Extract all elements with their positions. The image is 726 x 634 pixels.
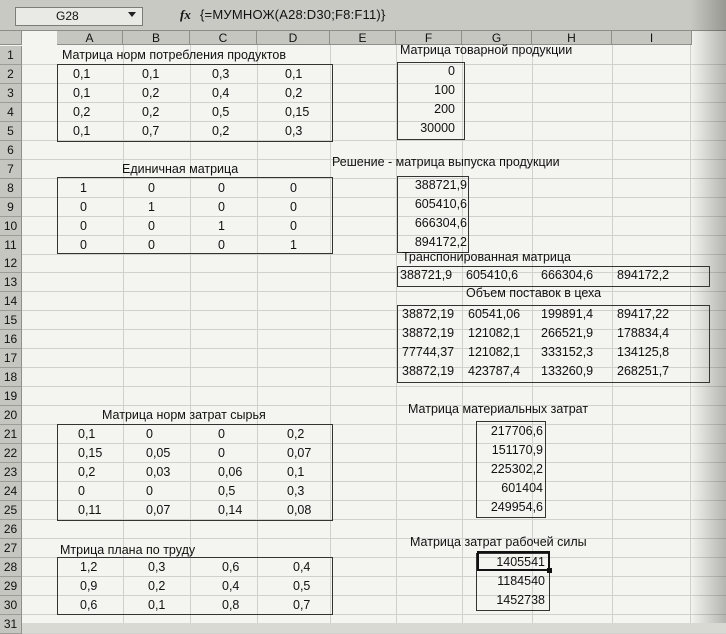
matrix-cell[interactable]: 0,3: [148, 559, 166, 574]
vector-cell[interactable]: 605410,6: [414, 196, 467, 211]
column-header-a[interactable]: A: [57, 31, 123, 45]
labor-plan-title: Мтрица плана по труду: [60, 542, 196, 557]
vector-cell[interactable]: 601404: [501, 480, 543, 495]
matrix-cell[interactable]: 0,2: [142, 104, 160, 119]
matrix-cell[interactable]: 199891,4: [541, 307, 594, 322]
fill-handle[interactable]: [547, 568, 552, 573]
matrix-cell[interactable]: 0: [80, 199, 87, 214]
row-header-7[interactable]: 7: [0, 160, 22, 179]
matrix-cell[interactable]: 0,07: [287, 445, 312, 460]
row-header-9[interactable]: 9: [0, 198, 22, 217]
function-icon[interactable]: fx: [180, 7, 191, 22]
formula-bar: [0, 0, 726, 31]
matrix-cell[interactable]: 0,07: [146, 502, 171, 517]
matrix-cell[interactable]: 0: [290, 180, 297, 195]
row-header-14[interactable]: 14: [0, 292, 22, 311]
matrix-cell[interactable]: 0: [146, 427, 153, 441]
norms-matrix-title: Матрица норм потребления продуктов: [62, 48, 286, 62]
page-shadow: [690, 0, 726, 623]
gridline: [22, 386, 726, 387]
matrix-cell[interactable]: 0: [148, 237, 155, 252]
transposed-cell[interactable]: 388721,9: [400, 268, 453, 283]
row-header-25[interactable]: 25: [0, 501, 22, 520]
matrix-cell[interactable]: 0: [80, 218, 87, 233]
material-title: Матрица материальных затрат: [408, 402, 589, 417]
row-header-26[interactable]: 26: [0, 520, 22, 539]
matrix-cell[interactable]: 178834,4: [617, 326, 670, 341]
matrix-cell[interactable]: 0,1: [285, 66, 303, 81]
solution-title: Решение - матрица выпуска продукции: [332, 154, 560, 169]
vector-cell[interactable]: 200: [434, 101, 455, 116]
column-header-i[interactable]: I: [612, 31, 692, 45]
matrix-cell[interactable]: 0,1: [142, 66, 160, 81]
row-header-30[interactable]: 30: [0, 596, 22, 615]
vector-cell[interactable]: 1184540: [497, 573, 545, 588]
column-header-d[interactable]: D: [257, 31, 330, 45]
labor-plan-border: [57, 557, 333, 616]
active-cell-selection[interactable]: [477, 551, 550, 571]
matrix-cell[interactable]: 0,4: [293, 559, 311, 574]
vector-cell[interactable]: 151170,9: [491, 442, 543, 457]
vector-cell[interactable]: 249954,6: [490, 499, 543, 514]
vector-cell[interactable]: 666304,6: [414, 215, 467, 230]
row-header-24[interactable]: 24: [0, 482, 22, 501]
matrix-cell[interactable]: 0,3: [285, 123, 303, 138]
name-box-value: G28: [56, 9, 79, 23]
column-header-e[interactable]: E: [330, 31, 396, 45]
gridline: [22, 291, 726, 292]
matrix-cell[interactable]: 0,08: [287, 502, 312, 517]
matrix-cell[interactable]: 0,1: [73, 66, 91, 81]
matrix-cell[interactable]: 0: [218, 427, 225, 441]
row-header-27[interactable]: 27: [0, 539, 22, 558]
row-header-19[interactable]: 19: [0, 387, 22, 406]
vector-cell[interactable]: 1452738: [496, 592, 545, 607]
gridline: [22, 633, 726, 634]
row-header-5[interactable]: 5: [0, 122, 22, 141]
row-header-29[interactable]: 29: [0, 577, 22, 596]
matrix-cell[interactable]: 0,3: [212, 66, 230, 81]
row-header-13[interactable]: 13: [0, 273, 22, 292]
row-header-3[interactable]: 3: [0, 84, 22, 103]
row-header-17[interactable]: 17: [0, 349, 22, 368]
matrix-cell[interactable]: 0: [78, 483, 85, 498]
matrix-cell[interactable]: 121082,1: [468, 345, 521, 360]
matrix-cell[interactable]: 1,2: [80, 559, 98, 574]
column-header-b[interactable]: B: [123, 31, 190, 45]
row-header-15[interactable]: 15: [0, 311, 22, 330]
matrix-cell[interactable]: 0,2: [142, 85, 160, 100]
name-box[interactable]: [15, 7, 143, 26]
vector-cell[interactable]: 30000: [420, 120, 455, 135]
matrix-cell[interactable]: 0: [218, 199, 225, 214]
row-header-31[interactable]: 31: [0, 615, 22, 634]
matrix-cell[interactable]: 0,2: [148, 578, 166, 593]
matrix-cell[interactable]: 0,1: [73, 85, 91, 100]
matrix-cell[interactable]: 0,1: [73, 123, 91, 138]
column-header-g[interactable]: G: [462, 31, 532, 45]
matrix-cell[interactable]: 0,5: [212, 104, 230, 119]
matrix-cell[interactable]: 1: [218, 218, 225, 233]
matrix-cell[interactable]: 0: [218, 237, 225, 252]
row-header-21[interactable]: 21: [0, 425, 22, 444]
matrix-cell[interactable]: 0,2: [78, 464, 96, 479]
product-matrix-title: Матрица товарной продукции: [400, 43, 573, 57]
matrix-cell[interactable]: 0,15: [78, 445, 103, 460]
matrix-cell[interactable]: 0,3: [287, 483, 305, 498]
matrix-cell[interactable]: 1: [290, 237, 297, 252]
transposed-cell[interactable]: 666304,6: [541, 268, 594, 283]
matrix-cell[interactable]: 0,6: [80, 597, 98, 612]
matrix-cell[interactable]: 0: [148, 180, 155, 195]
matrix-cell[interactable]: 1: [148, 199, 155, 214]
row-header-11[interactable]: 11: [0, 236, 22, 255]
matrix-cell[interactable]: 133260,9: [541, 364, 594, 379]
matrix-cell[interactable]: 38872,19: [402, 326, 455, 341]
row-header-4[interactable]: 4: [0, 103, 22, 122]
row-header-12[interactable]: 12: [0, 254, 22, 273]
matrix-cell[interactable]: 134125,8: [617, 345, 670, 360]
matrix-cell[interactable]: 0: [218, 180, 225, 195]
vector-cell[interactable]: 100: [434, 82, 455, 97]
matrix-cell[interactable]: 0,14: [218, 502, 243, 517]
row-header-22[interactable]: 22: [0, 444, 22, 463]
matrix-cell[interactable]: 0: [148, 218, 155, 233]
chevron-down-icon[interactable]: [128, 12, 136, 17]
select-all-corner[interactable]: [0, 31, 22, 45]
matrix-cell[interactable]: 1: [80, 180, 87, 195]
row-header-8[interactable]: 8: [0, 179, 22, 198]
matrix-cell[interactable]: 121082,1: [468, 326, 521, 341]
matrix-cell[interactable]: 0,4: [222, 578, 240, 593]
row-header-28[interactable]: 28: [0, 558, 22, 577]
matrix-cell[interactable]: 89417,22: [617, 307, 670, 322]
transposed-cell[interactable]: 605410,6: [466, 268, 519, 283]
matrix-cell[interactable]: 268251,7: [617, 364, 670, 379]
column-header-h[interactable]: H: [532, 31, 612, 45]
vector-cell[interactable]: 1405541: [496, 554, 545, 569]
matrix-cell[interactable]: 0,6: [222, 559, 240, 574]
matrix-cell[interactable]: 0,2: [73, 104, 91, 119]
row-header-23[interactable]: 23: [0, 463, 22, 482]
identity-matrix-title: Единичная матрица: [122, 161, 239, 176]
formula-input[interactable]: {=МУМНОЖ(A28:D30;F8:F11)}: [200, 7, 386, 22]
transposed-title: Транспонированная матрица: [402, 250, 571, 265]
vector-cell[interactable]: 225302,2: [490, 461, 543, 476]
matrix-cell[interactable]: 0,2: [287, 427, 305, 441]
row-header-6[interactable]: 6: [0, 141, 22, 160]
matrix-cell[interactable]: 60541,06: [468, 307, 521, 322]
matrix-cell[interactable]: 0,8: [222, 597, 240, 612]
labor-cost-title: Матрица затрат рабочей силы: [410, 534, 587, 549]
matrix-cell[interactable]: 0,4: [212, 85, 230, 100]
matrix-cell[interactable]: 333152,3: [541, 345, 594, 360]
raw-norms-title: Матрица норм затрат сырья: [102, 408, 266, 423]
column-header-f[interactable]: F: [396, 31, 462, 45]
vector-cell[interactable]: 217706,6: [490, 424, 543, 438]
transposed-cell[interactable]: 894172,2: [617, 268, 670, 283]
matrix-cell[interactable]: 0,1: [287, 464, 305, 479]
supply-title: Объем поставок в цеха: [466, 286, 602, 301]
matrix-cell[interactable]: 0,1: [148, 597, 166, 612]
row-header-20[interactable]: 20: [0, 406, 22, 425]
row-header-18[interactable]: 18: [0, 368, 22, 387]
matrix-cell[interactable]: 38872,19: [402, 364, 455, 379]
matrix-cell[interactable]: 0,2: [212, 123, 230, 138]
matrix-cell[interactable]: 0,9: [80, 578, 98, 593]
matrix-cell[interactable]: 0,1: [78, 427, 96, 441]
gridline: [22, 538, 726, 539]
matrix-cell[interactable]: 0,5: [293, 578, 311, 593]
row-header-10[interactable]: 10: [0, 217, 22, 236]
row-header-16[interactable]: 16: [0, 330, 22, 349]
matrix-cell[interactable]: 77744,37: [402, 345, 455, 360]
matrix-cell[interactable]: 0: [80, 237, 87, 252]
matrix-cell[interactable]: 0,7: [142, 123, 160, 138]
matrix-cell[interactable]: 0,2: [285, 85, 303, 100]
matrix-cell[interactable]: 0,5: [218, 483, 236, 498]
matrix-cell[interactable]: 0: [290, 199, 297, 214]
row-header-2[interactable]: 2: [0, 65, 22, 84]
row-header-1[interactable]: 1: [0, 46, 22, 65]
matrix-cell[interactable]: 0,11: [78, 502, 102, 517]
gridline: [22, 405, 726, 406]
matrix-cell[interactable]: 38872,19: [402, 307, 455, 322]
matrix-cell[interactable]: 423787,4: [468, 364, 521, 379]
matrix-cell[interactable]: 0,05: [146, 445, 171, 460]
column-header-c[interactable]: C: [190, 31, 257, 45]
matrix-cell[interactable]: 0,15: [285, 104, 310, 119]
matrix-cell[interactable]: 0,06: [218, 464, 243, 479]
matrix-cell[interactable]: 266521,9: [541, 326, 594, 341]
matrix-cell[interactable]: 0: [146, 483, 153, 498]
matrix-cell[interactable]: 0,7: [293, 597, 311, 612]
matrix-cell[interactable]: 0: [218, 445, 225, 460]
vector-cell[interactable]: 388721,9: [414, 177, 467, 192]
vector-cell[interactable]: 894172,2: [414, 234, 467, 249]
matrix-cell[interactable]: 0: [290, 218, 297, 233]
matrix-cell[interactable]: 0,03: [146, 464, 171, 479]
vector-cell[interactable]: 0: [448, 63, 455, 78]
